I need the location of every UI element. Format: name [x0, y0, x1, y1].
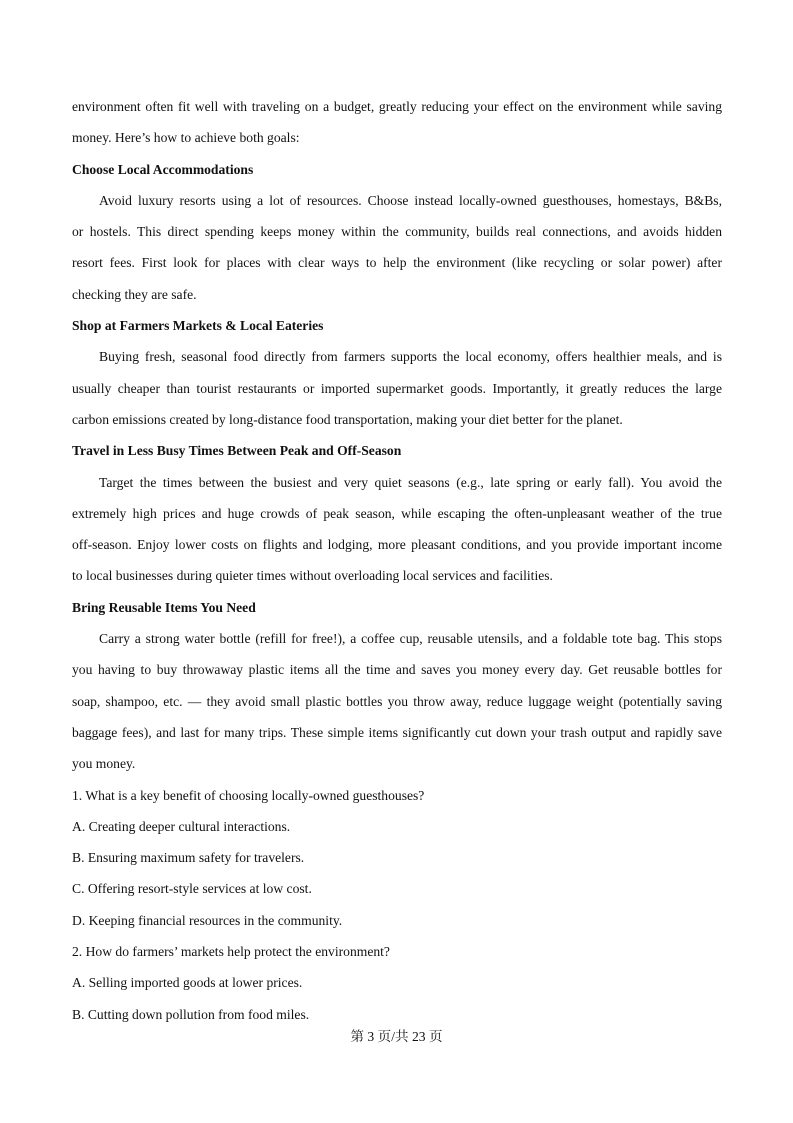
paragraph-line: you money. [72, 756, 136, 772]
paragraph-line: Buying fresh, seasonal food directly from farmers supports the local economy, offers healthier meals, and is [99, 349, 722, 365]
section-heading: Travel in Less Busy Times Between Peak and Off-Season [72, 443, 402, 459]
answer-option: A. Selling imported goods at lower prices. [72, 975, 303, 991]
answer-option: B. Ensuring maximum safety for travelers. [72, 850, 305, 866]
section-heading: Choose Local Accommodations [72, 161, 254, 177]
answer-option: A. Creating deeper cultural interactions. [72, 818, 291, 834]
document-body [72, 91, 722, 1030]
question-text: 2. How do farmers’ markets help protect the environment? [72, 944, 390, 960]
paragraph-line: environment often fit well with traveling on a budget, greatly reducing your effect on the environment while saving [72, 99, 722, 114]
section-reusable-items [72, 592, 722, 780]
paragraph-line: carbon emissions created by long-distance food transportation, making your diet better for the planet. [72, 411, 623, 427]
paragraph-line: checking they are safe. [72, 286, 197, 302]
paragraph-line: you having to buy throwaway plastic items all the time and saves you money every day. Get reusable bottles for [72, 662, 722, 678]
paragraph-line: Avoid luxury resorts using a lot of resources. Choose instead locally-owned guesthouses, homestays, B&Bs, [99, 192, 722, 208]
section-heading: Bring Reusable Items You Need [72, 599, 256, 615]
paragraph-line: baggage fees), and last for many trips. These simple items significantly cut down your trash output and rapidly save [72, 724, 722, 740]
intro-paragraph [72, 91, 722, 154]
section-local-accommodations [72, 154, 722, 310]
paragraph-line: or hostels. This direct spending keeps money within the community, builds real connections, and avoids hidden [72, 224, 722, 240]
answer-option: B. Cutting down pollution from food miles. [72, 1006, 310, 1022]
paragraph-line: resort fees. First look for places with clear ways to help the environment (like recycling or solar power) after [72, 255, 722, 271]
paragraph-line: soap, shampoo, etc. — they avoid small plastic bottles you throw away, reduce luggage weight (potentially saving [72, 693, 722, 709]
answer-option: C. Offering resort-style services at low cost. [72, 881, 312, 897]
section-farmers-markets [72, 310, 722, 435]
paragraph-line: money. Here’s how to achieve both goals: [72, 130, 300, 146]
paragraph-line: extremely high prices and huge crowds of peak season, while escaping the often-unpleasant weather of the true [72, 505, 722, 521]
section-heading: Shop at Farmers Markets & Local Eateries [72, 318, 324, 334]
paragraph-line: off-season. Enjoy lower costs on flights and lodging, more pleasant conditions, and you provide important income [72, 537, 722, 553]
question-1 [72, 780, 722, 936]
paragraph-line: Target the times between the busiest and very quiet seasons (e.g., late spring or early fall). You avoid the [99, 474, 722, 490]
question-text: 1. What is a key benefit of choosing locally-owned guesthouses? [72, 787, 425, 803]
section-shoulder-season [72, 435, 722, 591]
answer-option: D. Keeping financial resources in the community. [72, 912, 343, 928]
page-number-footer: 第 3 页/共 23 页 [350, 1029, 443, 1044]
paragraph-line: to local businesses during quieter times without overloading local services and facilities. [72, 568, 553, 584]
paragraph-line: Carry a strong water bottle (refill for free!), a coffee cup, reusable utensils, and a foldable tote bag. This stops [99, 631, 722, 647]
paragraph-line: usually cheaper than tourist restaurants or imported supermarket goods. Importantly, it greatly reduces the large [72, 380, 722, 396]
question-2 [72, 936, 722, 1030]
